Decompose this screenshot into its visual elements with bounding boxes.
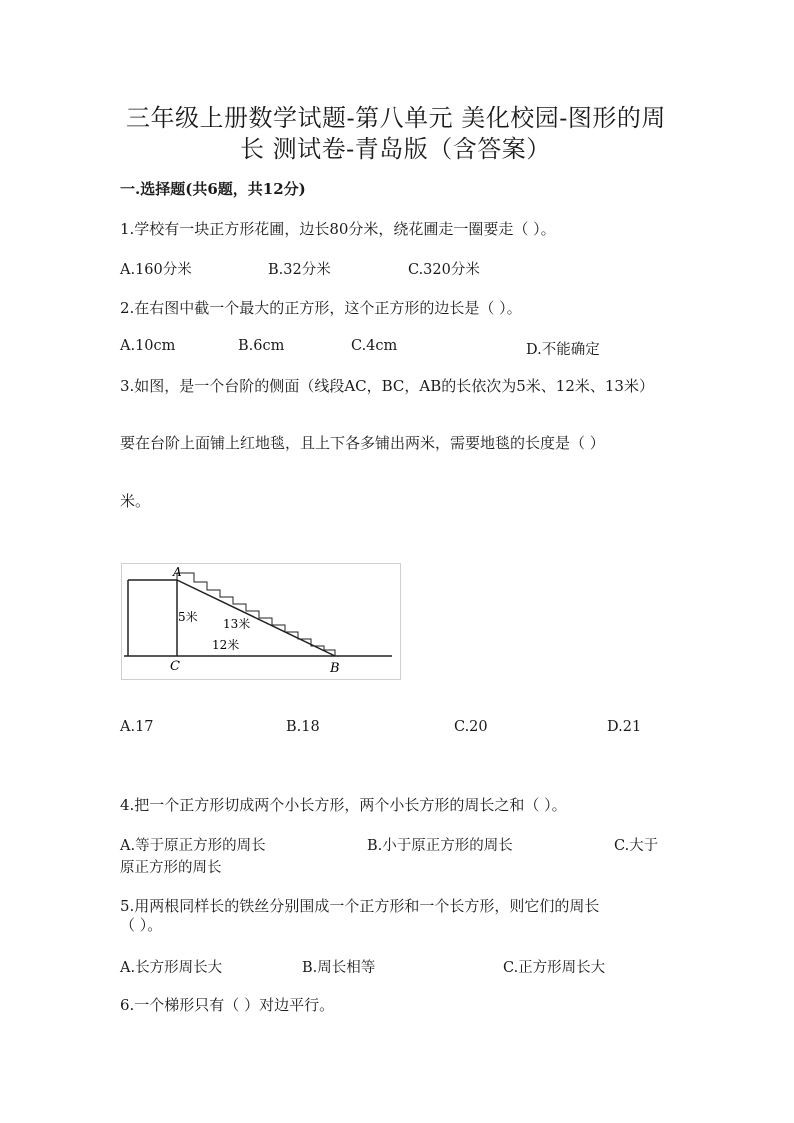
segment-bc-label: 12米 (212, 638, 240, 652)
vertex-b-label: B (330, 661, 340, 676)
question-2-stem: 2.在右图中截一个最大的正方形，这个正方形的边长是（ ）。 (120, 299, 522, 317)
question-6-stem: 6.一个梯形只有（ ）对边平行。 (120, 996, 335, 1014)
question-1-option-b: B.32分米 (268, 262, 331, 278)
question-1-stem: 1.学校有一块正方形花圃，边长80分米，绕花圃走一圈要走（ ）。 (120, 220, 556, 238)
question-5-stem-line2: （ ）。 (120, 916, 163, 934)
question-3-option-d: D.21 (607, 719, 642, 735)
question-2-option-a: A.10cm (120, 338, 176, 354)
question-2-option-c: C.4cm (351, 338, 398, 354)
question-3-option-a: A.17 (120, 719, 154, 735)
staircase-figure (121, 563, 401, 680)
question-3-stem-line2: 要在台阶上面铺上红地毯，且上下各多铺出两米，需要地毯的长度是（ ） (120, 434, 605, 452)
question-3-option-b: B.18 (286, 719, 320, 735)
section-heading: 一.选择题(共6题，共12分) (120, 180, 306, 198)
vertex-a-label: A (173, 565, 182, 579)
question-4-stem: 4.把一个正方形切成两个小长方形，两个小长方形的周长之和（ ）。 (120, 796, 567, 814)
question-1-option-a: A.160分米 (120, 262, 192, 278)
question-2-option-b: B.6cm (238, 338, 285, 354)
question-1-option-c: C.320分米 (408, 262, 480, 278)
question-5-stem-line1: 5.用两根同样长的铁丝分别围成一个正方形和一个长方形，则它们的周长 (120, 897, 600, 915)
doc-title-line1: 三年级上册数学试题-第八单元 美化校园-图形的周 (126, 104, 666, 132)
question-3-stem-line1: 3.如图，是一个台阶的侧面（线段AC，BC，AB的长依次为5米、12米、13米） (120, 377, 654, 395)
question-5-option-c: C.正方形周长大 (503, 960, 606, 976)
question-4-option-c-continued: 原正方形的周长 (120, 860, 222, 876)
question-4-option-b: B.小于原正方形的周长 (367, 838, 513, 854)
staircase-diagram (122, 564, 400, 679)
question-4-option-a: A.等于原正方形的周长 (120, 838, 266, 854)
doc-title-line2: 长 测试卷-青岛版（含答案） (240, 135, 551, 163)
segment-ac-label: 5米 (178, 610, 198, 624)
question-3-option-c: C.20 (454, 719, 488, 735)
vertex-c-label: C (170, 659, 180, 674)
question-5-option-b: B.周长相等 (302, 960, 376, 976)
question-2-option-d: D.不能确定 (526, 342, 600, 358)
question-3-stem-line3: 米。 (120, 492, 151, 510)
segment-ab-label: 13米 (223, 617, 251, 631)
question-5-option-a: A.长方形周长大 (120, 960, 223, 976)
question-4-option-c: C.大于 (614, 838, 659, 854)
